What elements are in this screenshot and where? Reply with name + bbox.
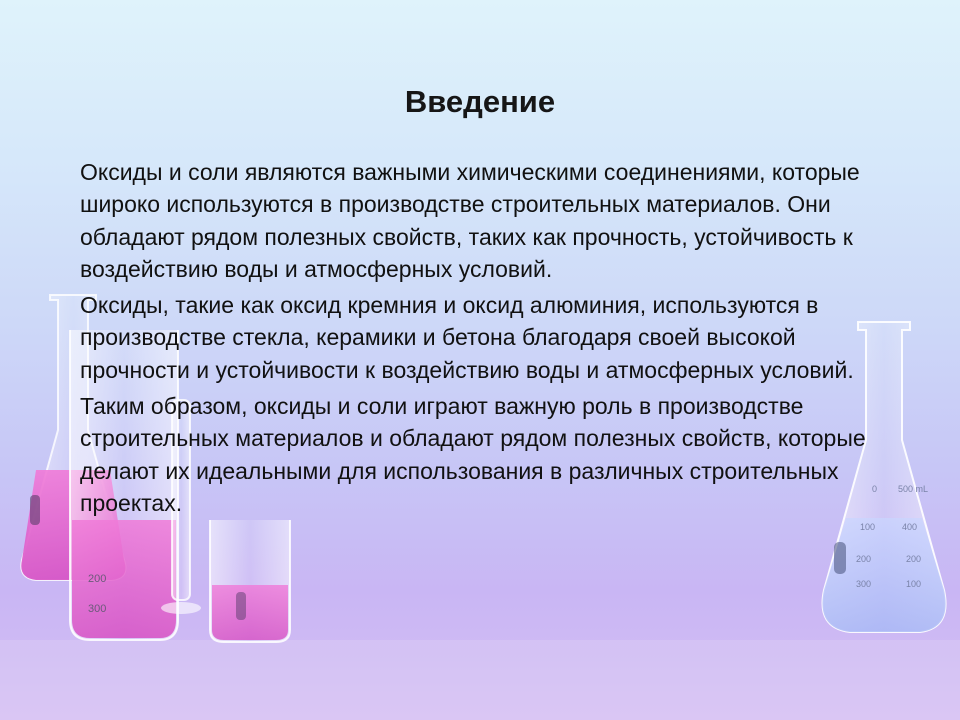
- flask-mark-100-right: 100: [906, 579, 922, 589]
- flask-mark-400: 400: [902, 522, 918, 532]
- small-beaker: [210, 520, 290, 642]
- flask-mark-500ml: 500 mL: [898, 484, 929, 494]
- flask-mark-100: 100: [860, 522, 876, 532]
- paragraph-2: Оксиды, такие как оксид кремния и оксид алюминия, используются в производстве стекла, керамики и бетона благодаря своей высокой прочности и устойчивости к воздействию воды и атмосферных условий.: [80, 292, 854, 383]
- paragraph-1: Оксиды и соли являются важными химическими соединениями, которые широко используются в производстве строительных материалов. Они обладают рядом полезных свойств, таких как прочность, устойчивость к воздействию воды и атмосферных условий.: [80, 159, 860, 282]
- paragraph-3: Таким образом, оксиды и соли играют важную роль в производстве строительных материалов и обладают рядом полезных свойств, которые делают их идеальными для использования в различных строительных проектах.: [80, 393, 866, 516]
- beaker-mark-300: 300: [88, 603, 107, 615]
- flask-mark-200-right: 200: [906, 554, 922, 564]
- flask-mark-200: 200: [856, 554, 872, 564]
- beaker-mark-200: 200: [88, 573, 107, 585]
- flask-mark-0: 0: [872, 484, 878, 494]
- slide-body: [80, 156, 880, 523]
- flask-mark-300: 300: [856, 579, 872, 589]
- slide-title: Введение: [404, 84, 556, 119]
